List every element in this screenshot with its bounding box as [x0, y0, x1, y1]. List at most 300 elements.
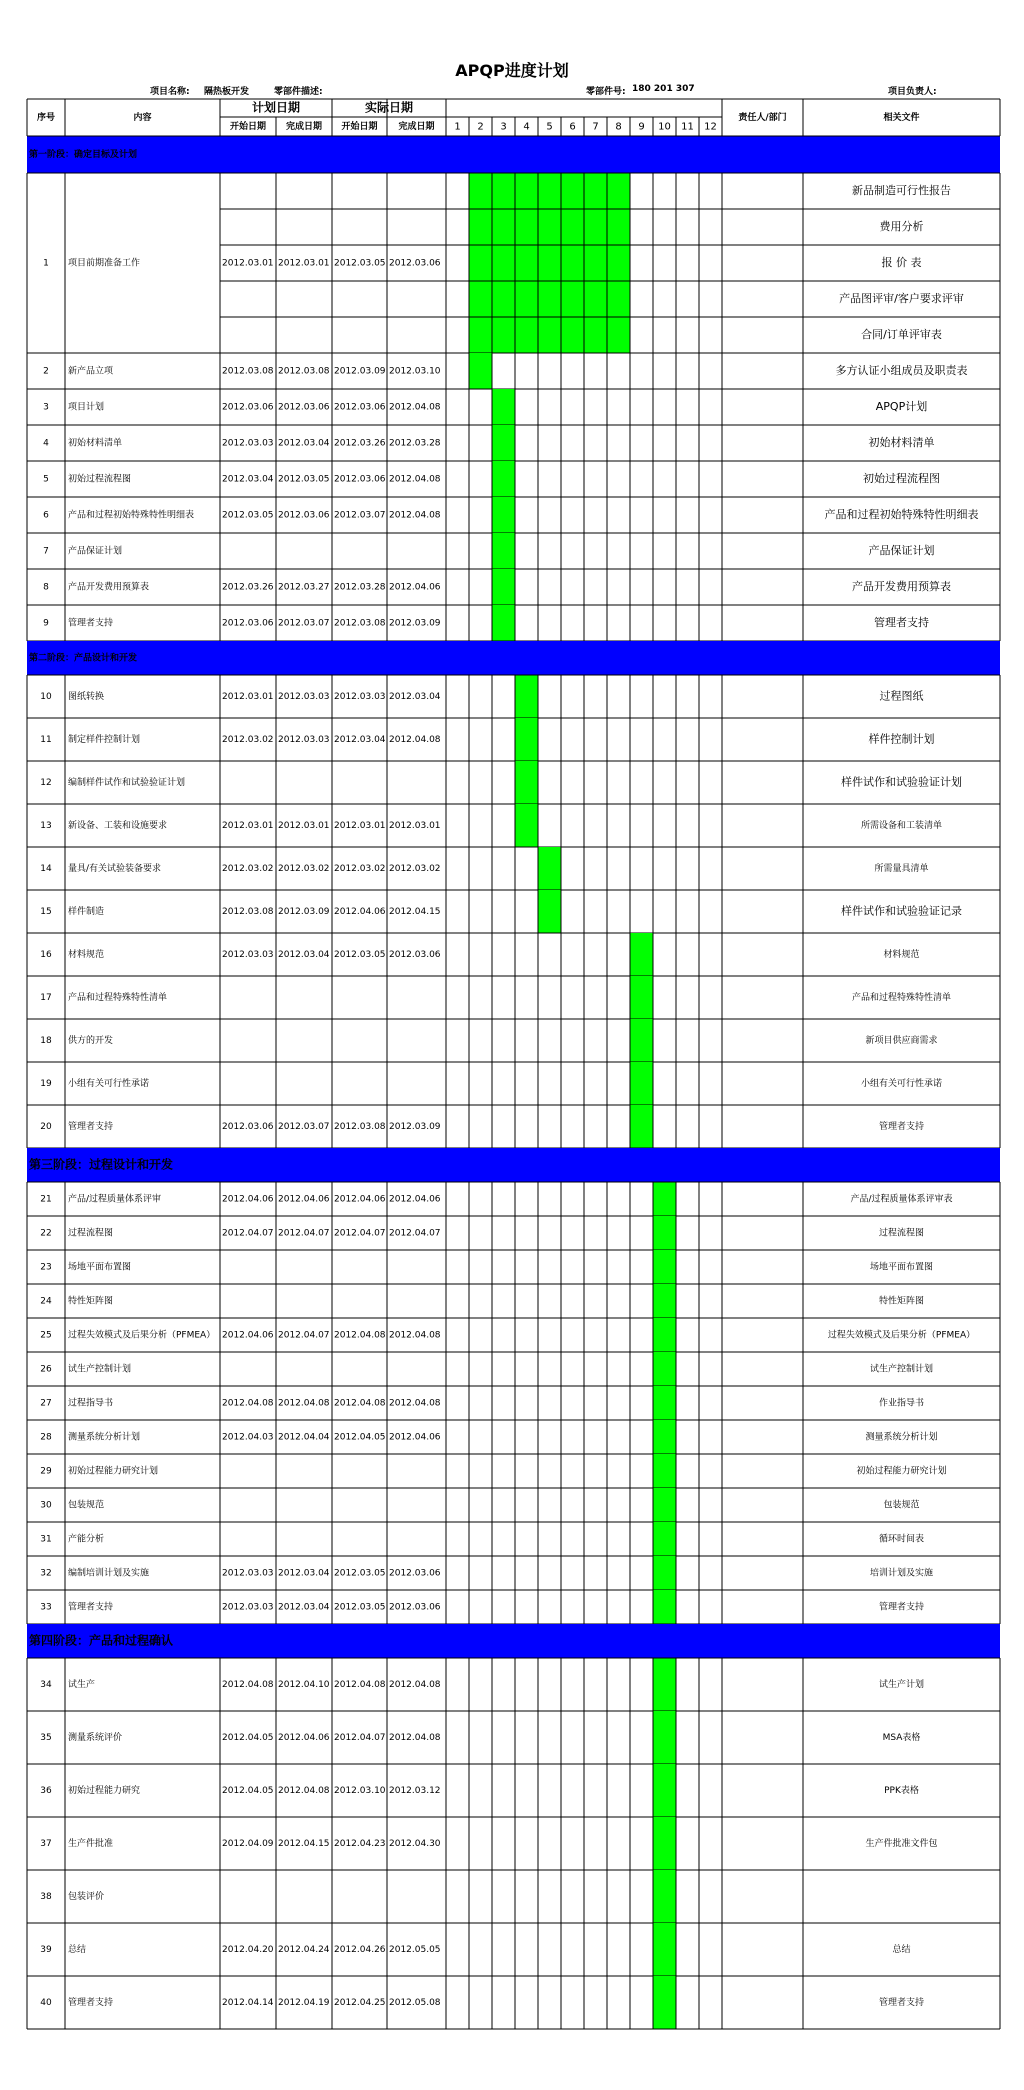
related-document: 新品制造可行性报告 — [852, 184, 951, 197]
actual-start-date: 2012.04.05 — [334, 1432, 386, 1443]
plan-start-date: 2012.04.03 — [222, 1432, 274, 1443]
plan-start-date: 2012.03.01 — [222, 821, 274, 831]
actual-start-date: 2012.04.26 — [334, 1945, 386, 1955]
row-number: 31 — [40, 1534, 52, 1545]
actual-end-date: 2012.04.08 — [389, 735, 441, 745]
plan-end-date: 2012.04.07 — [278, 1330, 330, 1341]
related-document: 初始过程流程图 — [863, 472, 940, 485]
plan-start-date: 2012.03.03 — [222, 1568, 274, 1579]
related-document: 产品和过程特殊特性清单 — [851, 993, 952, 1003]
actual-start-date: 2012.03.08 — [334, 618, 386, 629]
schedule-bar — [630, 1019, 653, 1062]
schedule-bar — [492, 605, 515, 641]
header-week-4: 4 — [523, 121, 530, 133]
related-document: 特性矩阵图 — [878, 1296, 925, 1307]
actual-end-date: 2012.03.06 — [389, 950, 441, 960]
related-document: 管理者支持 — [874, 616, 929, 629]
row-content: 过程失效模式及后果分析（PFMEA） — [68, 1330, 216, 1341]
schedule-bar — [515, 675, 538, 718]
row-number: 18 — [40, 1036, 52, 1046]
row-number: 17 — [40, 993, 52, 1003]
row-number: 6 — [43, 510, 49, 521]
row-content: 制定样件控制计划 — [68, 735, 141, 745]
plan-end-date: 2012.03.04 — [278, 950, 330, 960]
schedule-bar — [653, 1522, 676, 1556]
plan-start-date: 2012.04.20 — [222, 1945, 274, 1955]
row-content: 测量系统分析计划 — [68, 1432, 141, 1443]
actual-start-date: 2012.04.07 — [334, 1733, 386, 1743]
plan-start-date: 2012.04.08 — [222, 1398, 274, 1409]
plan-start-date: 2012.03.26 — [222, 582, 274, 593]
schedule-bar — [515, 718, 538, 761]
row-number: 5 — [43, 474, 49, 485]
plan-end-date: 2012.03.07 — [278, 618, 330, 629]
row-content: 新产品立项 — [68, 366, 114, 377]
header-plan-end: 完成日期 — [285, 122, 323, 132]
plan-start-date: 2012.04.09 — [222, 1839, 274, 1849]
actual-start-date: 2012.03.06 — [334, 474, 386, 485]
row-number: 38 — [40, 1892, 52, 1902]
row-content: 初始过程流程图 — [68, 474, 132, 485]
actual-end-date: 2012.03.09 — [389, 1122, 441, 1132]
schedule-bar — [538, 890, 561, 933]
actual-start-date: 2012.04.08 — [334, 1680, 386, 1690]
header-owner: 责任人/部门 — [738, 113, 787, 123]
row-content: 过程流程图 — [68, 1228, 114, 1239]
project-name-label: 项目名称: — [150, 87, 190, 97]
header-week-3: 3 — [500, 121, 507, 133]
actual-end-date: 2012.04.06 — [389, 582, 441, 593]
phase-title: 第一阶段：确定目标及计划 — [29, 150, 138, 160]
plan-end-date: 2012.04.08 — [278, 1398, 330, 1409]
actual-end-date: 2012.04.30 — [389, 1839, 441, 1849]
actual-end-date: 2012.04.08 — [389, 1330, 441, 1341]
actual-end-date: 2012.04.08 — [389, 510, 441, 521]
phase-title: 第三阶段：过程设计和开发 — [29, 1157, 174, 1172]
actual-start-date: 2012.03.02 — [334, 864, 386, 874]
row-content: 管理者支持 — [68, 1998, 114, 2008]
related-document: 管理者支持 — [878, 1122, 925, 1132]
schedule-bar — [653, 1420, 676, 1454]
row-number: 25 — [40, 1330, 52, 1341]
schedule-bar — [630, 933, 653, 976]
plan-start-date: 2012.03.05 — [222, 510, 274, 521]
related-document: 生产件批准文件包 — [865, 1839, 938, 1849]
row-number: 30 — [40, 1500, 52, 1511]
row-number: 19 — [40, 1079, 52, 1089]
related-document: 报 价 表 — [881, 256, 922, 269]
schedule-bar — [653, 1923, 676, 1976]
row-content: 管理者支持 — [68, 618, 114, 629]
header-week-7: 7 — [592, 121, 599, 133]
schedule-bar — [653, 1352, 676, 1386]
plan-start-date: 2012.04.06 — [222, 1330, 274, 1341]
plan-end-date: 2012.03.04 — [278, 438, 330, 449]
row-number: 3 — [43, 402, 49, 413]
row-number: 37 — [40, 1839, 52, 1849]
schedule-bar — [653, 1216, 676, 1250]
related-document: 过程流程图 — [878, 1228, 925, 1239]
row-number: 9 — [43, 618, 49, 629]
row-number: 34 — [40, 1680, 52, 1690]
plan-end-date: 2012.04.06 — [278, 1733, 330, 1743]
related-document: 循环时间表 — [878, 1534, 925, 1545]
header-week-10: 10 — [658, 121, 671, 133]
schedule-bar — [492, 533, 515, 569]
related-document: 过程失效模式及后果分析（PFMEA） — [827, 1330, 976, 1341]
actual-start-date: 2012.03.05 — [334, 950, 386, 960]
actual-start-date: 2012.04.06 — [334, 1194, 386, 1205]
header-week-6: 6 — [569, 121, 576, 133]
related-document: 培训计划及实施 — [869, 1568, 934, 1579]
related-document: 场地平面布置图 — [869, 1262, 934, 1273]
row-content: 过程指导书 — [68, 1398, 114, 1409]
plan-start-date: 2012.03.03 — [222, 438, 274, 449]
schedule-bar — [653, 1817, 676, 1870]
plan-end-date: 2012.03.05 — [278, 474, 330, 485]
row-number: 2 — [43, 366, 49, 377]
related-document: 试生产控制计划 — [869, 1364, 934, 1375]
plan-end-date: 2012.03.01 — [278, 258, 330, 269]
plan-start-date: 2012.03.03 — [222, 1602, 274, 1613]
header-plan-date: 计划日期 — [251, 100, 301, 115]
schedule-bar — [492, 497, 515, 533]
row-number: 4 — [43, 438, 49, 449]
part-number-label: 零部件号: — [586, 87, 626, 97]
plan-end-date: 2012.04.19 — [278, 1998, 330, 2008]
plan-start-date: 2012.03.06 — [222, 1122, 274, 1132]
plan-end-date: 2012.03.04 — [278, 1602, 330, 1613]
actual-end-date: 2012.03.10 — [389, 366, 441, 377]
schedule-bar — [630, 976, 653, 1019]
related-document: 新项目供应商需求 — [865, 1036, 938, 1046]
schedule-bar — [653, 1182, 676, 1216]
schedule-bar — [653, 1870, 676, 1923]
row-content: 初始材料清单 — [68, 438, 123, 449]
row-content: 管理者支持 — [68, 1122, 114, 1132]
actual-end-date: 2012.04.08 — [389, 402, 441, 413]
plan-end-date: 2012.04.04 — [278, 1432, 330, 1443]
row-content: 特性矩阵图 — [68, 1296, 114, 1307]
related-document: 样件试作和试验验证计划 — [841, 775, 962, 789]
plan-start-date: 2012.04.14 — [222, 1998, 274, 2008]
row-content: 总结 — [68, 1945, 87, 1955]
schedule-bar — [630, 1105, 653, 1148]
row-number: 35 — [40, 1733, 52, 1743]
schedule-bar — [653, 1976, 676, 2029]
plan-end-date: 2012.03.04 — [278, 1568, 330, 1579]
plan-start-date: 2012.03.01 — [222, 692, 274, 702]
part-number-value: 180 201 307 — [632, 84, 695, 94]
header-week-2: 2 — [477, 121, 484, 133]
related-document: 材料规范 — [883, 950, 920, 960]
row-number: 8 — [43, 582, 49, 593]
row-content: 小组有关可行性承诺 — [68, 1079, 150, 1089]
header-week-12: 12 — [704, 121, 717, 133]
row-number: 1 — [43, 258, 49, 269]
schedule-bar — [492, 569, 515, 605]
actual-end-date: 2012.04.08 — [389, 1733, 441, 1743]
schedule-bar — [515, 804, 538, 847]
row-content: 管理者支持 — [68, 1602, 114, 1613]
plan-end-date: 2012.03.07 — [278, 1122, 330, 1132]
plan-end-date: 2012.04.08 — [278, 1786, 330, 1796]
plan-start-date: 2012.03.02 — [222, 864, 274, 874]
actual-start-date: 2012.03.01 — [334, 821, 386, 831]
row-number: 15 — [40, 907, 52, 917]
plan-start-date: 2012.04.06 — [222, 1194, 274, 1205]
schedule-bar — [653, 1250, 676, 1284]
plan-start-date: 2012.04.07 — [222, 1228, 274, 1239]
plan-end-date: 2012.04.15 — [278, 1839, 330, 1849]
actual-start-date: 2012.03.28 — [334, 582, 386, 593]
actual-end-date: 2012.04.08 — [389, 1398, 441, 1409]
header-actual-end: 完成日期 — [398, 122, 435, 132]
actual-start-date: 2012.03.04 — [334, 735, 386, 745]
actual-start-date: 2012.03.07 — [334, 510, 386, 521]
row-number: 20 — [40, 1122, 52, 1132]
plan-start-date: 2012.03.06 — [222, 618, 274, 629]
actual-start-date: 2012.03.05 — [334, 1602, 386, 1613]
related-document: 多方认证小组成员及职责表 — [835, 364, 968, 377]
actual-start-date: 2012.04.08 — [334, 1330, 386, 1341]
header-plan-start: 开始日期 — [229, 122, 267, 132]
plan-end-date: 2012.04.10 — [278, 1680, 330, 1690]
actual-end-date: 2012.03.12 — [389, 1786, 441, 1796]
plan-end-date: 2012.03.01 — [278, 821, 330, 831]
row-content: 项目前期准备工作 — [68, 258, 141, 269]
actual-end-date: 2012.03.28 — [389, 438, 441, 449]
row-number: 7 — [43, 546, 49, 557]
schedule-bar — [492, 389, 515, 425]
plan-start-date: 2012.03.02 — [222, 735, 274, 745]
row-number: 40 — [40, 1998, 52, 2008]
actual-end-date: 2012.04.07 — [389, 1228, 441, 1239]
schedule-bar — [492, 461, 515, 497]
header-week-11: 11 — [681, 121, 694, 133]
related-document: PPK表格 — [884, 1786, 919, 1796]
row-number: 13 — [40, 821, 52, 831]
actual-end-date: 2012.03.02 — [389, 864, 441, 874]
row-number: 27 — [40, 1398, 52, 1409]
actual-end-date: 2012.03.04 — [389, 692, 441, 702]
related-document: 过程图纸 — [879, 689, 924, 703]
plan-end-date: 2012.04.06 — [278, 1194, 330, 1205]
row-content: 包装规范 — [68, 1500, 105, 1511]
row-content: 产能分析 — [68, 1534, 105, 1545]
schedule-bar — [653, 1386, 676, 1420]
project-owner-label: 项目负责人: — [888, 87, 937, 97]
row-content: 新设备、工装和设施要求 — [68, 821, 168, 831]
row-content: 量具/有关试验装备要求 — [68, 864, 162, 874]
actual-end-date: 2012.03.09 — [389, 618, 441, 629]
related-document: 试生产计划 — [878, 1680, 925, 1690]
row-number: 29 — [40, 1466, 52, 1477]
actual-end-date: 2012.04.06 — [389, 1432, 441, 1443]
row-content: 初始过程能力研究计划 — [68, 1466, 159, 1477]
actual-end-date: 2012.04.15 — [389, 907, 441, 917]
actual-start-date: 2012.04.07 — [334, 1228, 386, 1239]
row-number: 32 — [40, 1568, 52, 1579]
row-content: 编制样件试作和试验验证计划 — [68, 778, 186, 788]
actual-start-date: 2012.03.09 — [334, 366, 386, 377]
row-number: 10 — [40, 692, 52, 702]
row-content: 产品保证计划 — [68, 546, 123, 557]
header-week-8: 8 — [615, 121, 622, 133]
related-document: 作业指导书 — [878, 1398, 925, 1409]
schedule-bar — [469, 173, 630, 353]
row-number: 12 — [40, 778, 52, 788]
header-seq: 序号 — [36, 113, 56, 123]
related-document: 产品/过程质量体系评审表 — [850, 1194, 953, 1205]
schedule-bar — [630, 1062, 653, 1105]
row-number: 11 — [40, 735, 52, 745]
schedule-bar — [653, 1454, 676, 1488]
phase-title: 第四阶段：产品和过程确认 — [29, 1633, 174, 1648]
header-week-5: 5 — [546, 121, 553, 133]
header-related-docs: 相关文件 — [883, 113, 920, 123]
plan-start-date: 2012.03.06 — [222, 402, 274, 413]
plan-end-date: 2012.03.27 — [278, 582, 330, 593]
schedule-bar — [653, 1488, 676, 1522]
related-document: MSA表格 — [882, 1733, 921, 1743]
row-content: 包装评价 — [68, 1892, 105, 1902]
row-number: 21 — [40, 1194, 52, 1205]
actual-start-date: 2012.03.06 — [334, 402, 386, 413]
actual-start-date: 2012.04.23 — [334, 1839, 386, 1849]
actual-start-date: 2012.03.05 — [334, 1568, 386, 1579]
schedule-bar — [653, 1284, 676, 1318]
related-document: 产品保证计划 — [868, 544, 935, 557]
row-content: 生产件批准 — [68, 1839, 114, 1849]
related-document: 测量系统分析计划 — [865, 1432, 938, 1443]
related-document: 样件试作和试验验证记录 — [841, 904, 962, 918]
row-number: 33 — [40, 1602, 52, 1613]
actual-end-date: 2012.04.08 — [389, 474, 441, 485]
header-actual-date: 实际日期 — [364, 100, 414, 115]
phase-title: 第二阶段：产品设计和开发 — [29, 653, 138, 664]
row-content: 产品和过程特殊特性清单 — [68, 993, 168, 1003]
plan-end-date: 2012.03.03 — [278, 692, 330, 702]
row-content: 图纸转换 — [68, 692, 105, 702]
actual-end-date: 2012.05.08 — [389, 1998, 441, 2008]
plan-start-date: 2012.04.05 — [222, 1786, 274, 1796]
actual-end-date: 2012.03.06 — [389, 1602, 441, 1613]
actual-start-date: 2012.04.06 — [334, 907, 386, 917]
actual-start-date: 2012.03.03 — [334, 692, 386, 702]
related-document: 合同/订单评审表 — [861, 328, 942, 341]
plan-start-date: 2012.03.04 — [222, 474, 274, 485]
actual-start-date: 2012.03.05 — [334, 258, 386, 269]
phase-banner — [27, 641, 1000, 675]
actual-start-date: 2012.04.25 — [334, 1998, 386, 2008]
related-document: 所需量具清单 — [874, 864, 929, 874]
schedule-bar — [653, 1318, 676, 1352]
schedule-bar — [653, 1658, 676, 1711]
phase-banner — [27, 136, 1000, 173]
row-number: 36 — [40, 1786, 52, 1796]
actual-start-date: 2012.03.08 — [334, 1122, 386, 1132]
row-number: 39 — [40, 1945, 52, 1955]
related-document: 所需设备和工装清单 — [860, 821, 943, 831]
actual-end-date: 2012.04.06 — [389, 1194, 441, 1205]
row-number: 22 — [40, 1228, 52, 1239]
schedule-bar — [515, 761, 538, 804]
related-document: 初始材料清单 — [868, 436, 935, 449]
schedule-bar — [653, 1556, 676, 1590]
plan-start-date: 2012.04.05 — [222, 1733, 274, 1743]
schedule-bar — [469, 353, 492, 389]
plan-end-date: 2012.03.03 — [278, 735, 330, 745]
plan-start-date: 2012.03.08 — [222, 366, 274, 377]
related-document: 产品图评审/客户要求评审 — [839, 292, 964, 305]
header-content: 内容 — [133, 113, 152, 123]
header-week-1: 1 — [454, 121, 461, 133]
actual-start-date: 2012.03.26 — [334, 438, 386, 449]
row-number: 23 — [40, 1262, 52, 1273]
header-actual-start: 开始日期 — [341, 122, 378, 132]
row-content: 试生产控制计划 — [68, 1364, 132, 1375]
actual-end-date: 2012.05.05 — [389, 1945, 441, 1955]
plan-start-date: 2012.03.03 — [222, 950, 274, 960]
schedule-bar — [538, 847, 561, 890]
row-number: 14 — [40, 864, 52, 874]
row-number: 24 — [40, 1296, 52, 1307]
plan-end-date: 2012.04.24 — [278, 1945, 330, 1955]
plan-end-date: 2012.03.02 — [278, 864, 330, 874]
related-document: 样件控制计划 — [868, 732, 935, 746]
row-content: 测量系统评价 — [68, 1733, 123, 1743]
row-number: 16 — [40, 950, 52, 960]
related-document: 总结 — [892, 1945, 911, 1955]
row-content: 初始过程能力研究 — [68, 1786, 141, 1796]
related-document: APQP计划 — [875, 400, 928, 413]
row-content: 场地平面布置图 — [68, 1262, 132, 1273]
plan-end-date: 2012.04.07 — [278, 1228, 330, 1239]
row-content: 试生产 — [68, 1680, 96, 1690]
actual-end-date: 2012.03.06 — [389, 1568, 441, 1579]
related-document: 产品开发费用预算表 — [852, 580, 951, 593]
page-title: APQP进度计划 — [455, 61, 569, 80]
schedule-bar — [492, 425, 515, 461]
actual-end-date: 2012.03.06 — [389, 258, 441, 269]
row-content: 产品/过程质量体系评审 — [68, 1194, 162, 1205]
schedule-bar — [653, 1590, 676, 1624]
schedule-bar — [653, 1764, 676, 1817]
header-week-9: 9 — [638, 121, 645, 133]
row-content: 材料规范 — [68, 950, 105, 960]
actual-start-date: 2012.03.10 — [334, 1786, 386, 1796]
related-document: 初始过程能力研究计划 — [856, 1466, 947, 1477]
plan-end-date: 2012.03.09 — [278, 907, 330, 917]
row-content: 编制培训计划及实施 — [68, 1568, 150, 1579]
plan-end-date: 2012.03.06 — [278, 510, 330, 521]
row-content: 供方的开发 — [68, 1036, 114, 1046]
row-number: 28 — [40, 1432, 52, 1443]
actual-end-date: 2012.04.08 — [389, 1680, 441, 1690]
row-content: 产品和过程初始特殊特性明细表 — [68, 510, 195, 521]
related-document: 管理者支持 — [878, 1602, 925, 1613]
part-description-label: 零部件描述: — [274, 87, 323, 97]
row-number: 26 — [40, 1364, 52, 1375]
related-document: 产品和过程初始特殊特性明细表 — [824, 508, 979, 521]
related-document: 费用分析 — [879, 220, 924, 233]
row-content: 项目计划 — [68, 402, 105, 413]
related-document: 管理者支持 — [878, 1998, 925, 2008]
schedule-bar — [653, 1711, 676, 1764]
related-document: 小组有关可行性承诺 — [860, 1079, 943, 1089]
plan-start-date: 2012.04.08 — [222, 1680, 274, 1690]
